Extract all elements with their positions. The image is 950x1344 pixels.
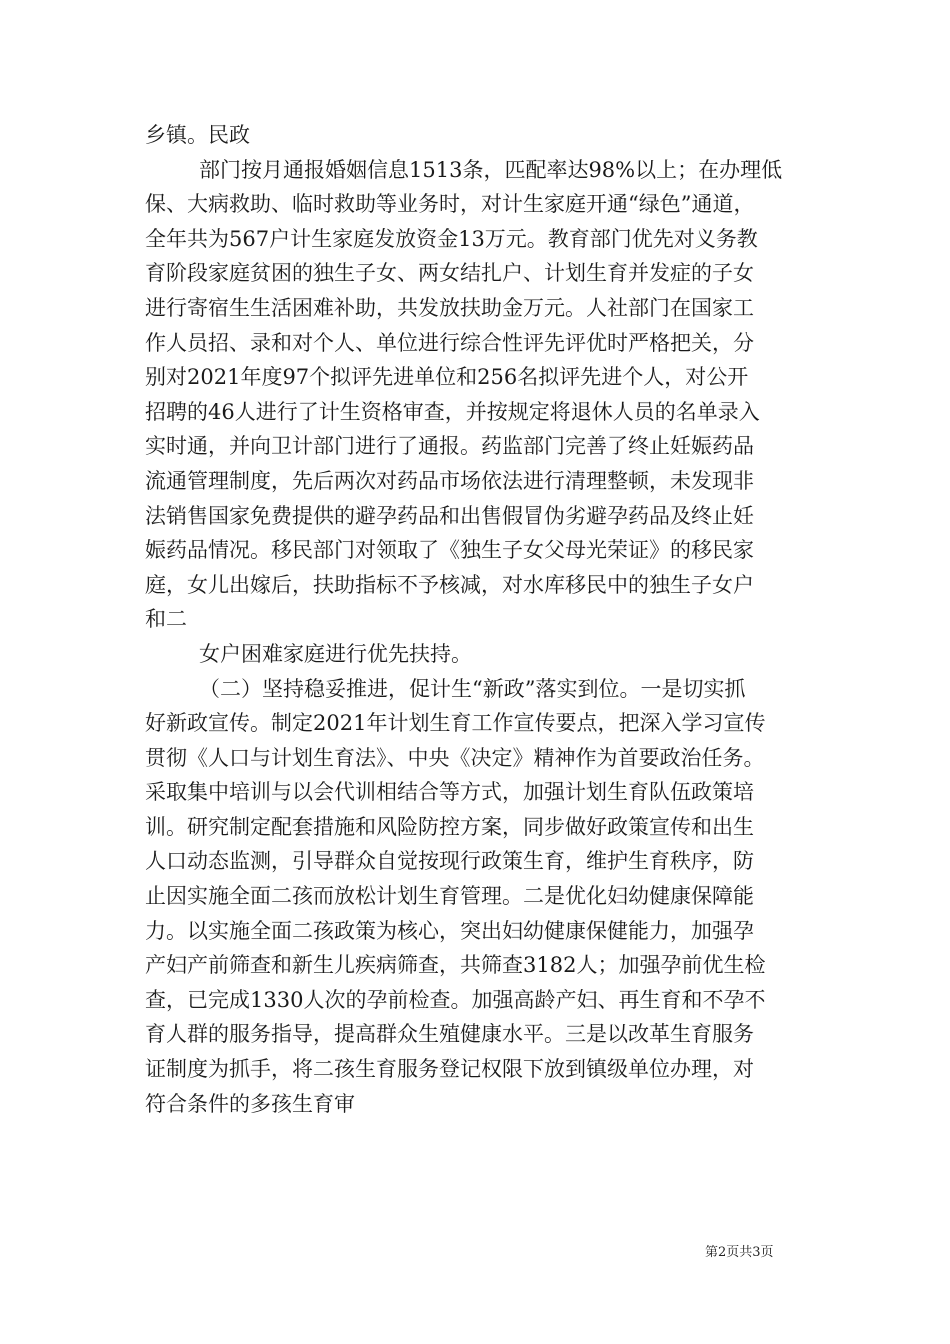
text-line: 训。研究制定配套措施和风险防控方案，同步做好政策宣传和出生	[145, 814, 754, 839]
text-line: 法销售国家免费提供的避孕药品和出售假冒伪劣避孕药品及终止妊	[145, 503, 754, 528]
text-line: 查，已完成1330人次的孕前检查。加强高龄产妇、再生育和不孕不	[145, 987, 766, 1012]
text-line: 招聘的46人进行了计生资格审查，并按规定将退休人员的名单录入	[145, 399, 760, 424]
text-line: 证制度为抓手，将二孩生育服务登记权限下放到镇级单位办理，对	[145, 1057, 754, 1082]
text-line: 育人群的服务指导，提高群众生殖健康水平。三是以改革生育服务	[145, 1022, 754, 1047]
text-line: 产妇产前筛查和新生儿疾病筛查，共筛查3182人；加强孕前优生检	[145, 953, 766, 978]
text-line: 人口动态监测，引导群众自觉按现行政策生育，维护生育秩序，防	[145, 849, 754, 874]
text-line: 流通管理制度，先后两次对药品市场依法进行清理整顿，未发现非	[145, 468, 754, 493]
text-line: 力。以实施全面二孩政策为核心，突出妇幼健康保健能力，加强孕	[145, 918, 754, 943]
text-line: 实时通，并向卫计部门进行了通报。药监部门完善了终止妊娠药品	[145, 434, 754, 459]
text-line: 庭，女儿出嫁后，扶助指标不予核减，对水库移民中的独生子女户	[145, 572, 754, 597]
text-line: 乡镇。民政	[145, 123, 250, 147]
text-line: 部门按月通报婚姻信息1513条，匹配率达98%以上；在办理低	[199, 157, 783, 182]
text-line: 保、大病救助、临时救助等业务时，对计生家庭开通“绿色”通道，	[145, 192, 755, 217]
text-line: 进行寄宿生生活困难补助，共发放扶助金万元。人社部门在国家工	[145, 295, 754, 320]
text-line: 女户困难家庭进行优先扶持。	[199, 641, 472, 666]
text-line: 作人员招、录和对个人、单位进行综合性评先评优时严格把关，分	[145, 330, 754, 355]
text-line: 止因实施全面二孩而放松计划生育管理。二是优化妇幼健康保障能	[145, 884, 754, 909]
text-line: 符合条件的多孩生育审	[145, 1091, 355, 1116]
text-line: 别对2021年度97个拟评先进单位和256名拟评先进个人，对公开	[145, 365, 749, 390]
text-line: 和二	[145, 607, 187, 632]
page-number: 第2页共3页	[705, 1245, 774, 1260]
text-line: 全年共为567户计生家庭发放资金13万元。教育部门优先对义务教	[145, 226, 758, 251]
text-line: 贯彻《人口与计划生育法》、中央《决定》精神作为首要政治任务。	[145, 745, 765, 770]
text-line: 采取集中培训与以会代训相结合等方式，加强计划生育队伍政策培	[145, 780, 754, 805]
body-text	[145, 118, 810, 1121]
text-line: 好新政宣传。制定2021年计划生育工作宣传要点，把深入学习宣传	[145, 711, 766, 736]
text-line: （二）坚持稳妥推进，促计生“新政”落实到位。一是切实抓	[199, 676, 746, 701]
text-line: 育阶段家庭贫困的独生子女、两女结扎户、计划生育并发症的子女	[145, 261, 754, 286]
text-line: 娠药品情况。移民部门对领取了《独生子女父母光荣证》的移民家	[145, 538, 754, 563]
